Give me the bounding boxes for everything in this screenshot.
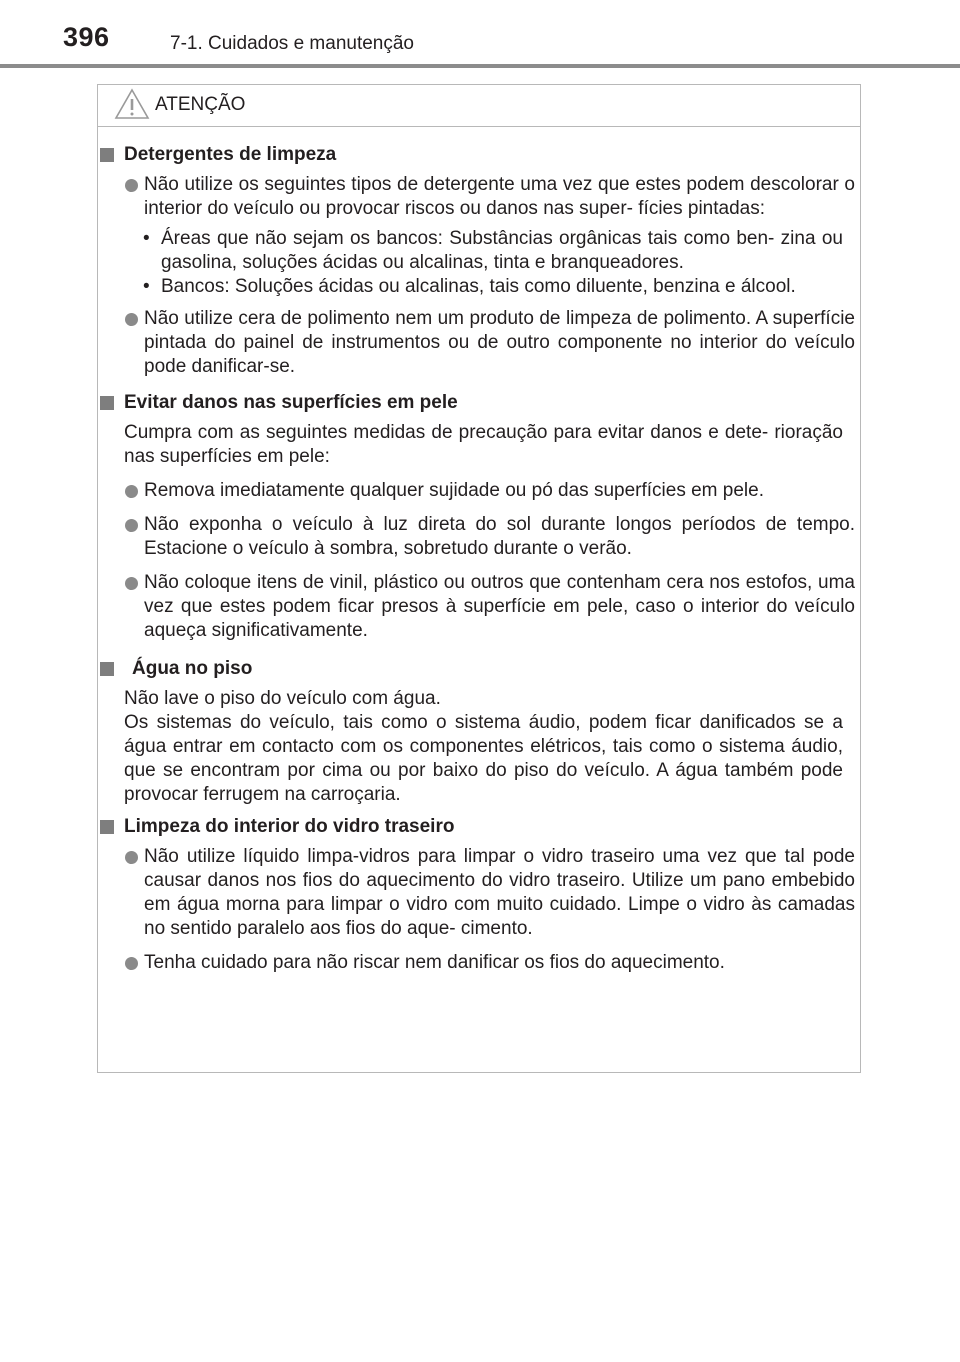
- circle-bullet-icon: [125, 851, 138, 864]
- sub-list-item: [99, 275, 855, 299]
- circle-bullet-icon: [125, 485, 138, 498]
- section-intro: Cumpra com as seguintes medidas de precaução para evitar danos e dete- rioração nas superfícies em pele:: [124, 422, 843, 467]
- section-heading-text: Água no piso: [132, 658, 253, 679]
- circle-bullet-icon: [125, 519, 138, 532]
- section-heading: [99, 657, 855, 681]
- list-item: [99, 951, 855, 975]
- list-item-text: Não utilize os seguintes tipos de detergente uma vez que estes podem descolorar o interior do veículo ou provocar riscos ou danos nas super- fícies pintadas:: [144, 174, 855, 219]
- section-heading-text: Detergentes de limpeza: [124, 144, 337, 165]
- square-bullet-icon: [100, 148, 114, 162]
- list-item: [99, 513, 855, 561]
- list-item: [99, 173, 855, 221]
- header-rule: [0, 64, 960, 68]
- list-item-text: Não exponha o veículo à luz direta do sol durante longos períodos de tempo. Estacione o veículo à sombra, sobretudo durante o verão.: [144, 514, 855, 559]
- circle-bullet-icon: [125, 313, 138, 326]
- sub-list-item: [99, 227, 855, 275]
- bullet-icon: •: [143, 228, 150, 249]
- square-bullet-icon: [100, 820, 114, 834]
- list-item-text: Não utilize cera de polimento nem um produto de limpeza de polimento. A superfície pintada do painel de instrumentos ou de outro componente no interior do veículo pode danificar-se.: [144, 308, 855, 377]
- list-item: [99, 307, 855, 379]
- section-title: 7-1. Cuidados e manutenção: [170, 33, 414, 54]
- paragraph: Não lave o piso do veículo com água.: [124, 688, 441, 709]
- list-item: [99, 845, 855, 941]
- warning-triangle-icon: [114, 88, 150, 125]
- list-item: [99, 479, 855, 503]
- circle-bullet-icon: [125, 577, 138, 590]
- circle-bullet-icon: [125, 179, 138, 192]
- page-header: [0, 0, 960, 70]
- paragraph: Os sistemas do veículo, tais como o sistema áudio, podem ficar danificados se a água entrar em contacto com os componentes elétricos, tais como o sistema áudio, que se encontram por cima ou por baixo do piso do veículo. A água também pode provocar ferrugem na carroçaria.: [124, 712, 843, 805]
- list-item-text: Não utilize líquido limpa-vidros para limpar o vidro traseiro uma vez que tal pode causar danos nos fios do aquecimento do vidro traseiro. Utilize um pano embebido em água morna para limpar o vidro com muito cuidado. Limpe o vidro às camadas no sentido paralelo aos fios do aque- cimento.: [144, 846, 855, 939]
- list-item-text: Remova imediatamente qualquer sujidade ou pó das superfícies em pele.: [144, 480, 764, 501]
- list-item-text: Tenha cuidado para não riscar nem danificar os fios do aquecimento.: [144, 952, 725, 973]
- square-bullet-icon: [100, 662, 114, 676]
- sub-list-item-text: Bancos: Soluções ácidas ou alcalinas, tais como diluente, benzina e álcool.: [161, 276, 796, 297]
- section-heading-text: Evitar danos nas superfícies em pele: [124, 392, 458, 413]
- sub-list-item-text: Áreas que não sejam os bancos: Substâncias orgânicas tais como ben- zina ou gasolina, soluções ácidas ou alcalinas, tinta e branqueadores.: [161, 228, 843, 273]
- list-item-text: Não coloque itens de vinil, plástico ou outros que contenham cera nos estofos, uma vez que estes podem ficar presos à superfície em pele, caso o interior do veículo aqueça significativamente.: [144, 572, 855, 641]
- warning-content: [99, 143, 855, 983]
- bullet-icon: •: [143, 276, 150, 297]
- warning-title: ATENÇÃO: [155, 94, 246, 115]
- page-number: 396: [63, 22, 110, 52]
- section-heading: [99, 815, 855, 839]
- section-heading: [99, 143, 855, 167]
- section-heading-text: Limpeza do interior do vidro traseiro: [124, 816, 455, 837]
- list-item: [99, 571, 855, 643]
- section-heading: [99, 391, 855, 415]
- square-bullet-icon: [100, 396, 114, 410]
- circle-bullet-icon: [125, 957, 138, 970]
- warning-header: [98, 85, 860, 127]
